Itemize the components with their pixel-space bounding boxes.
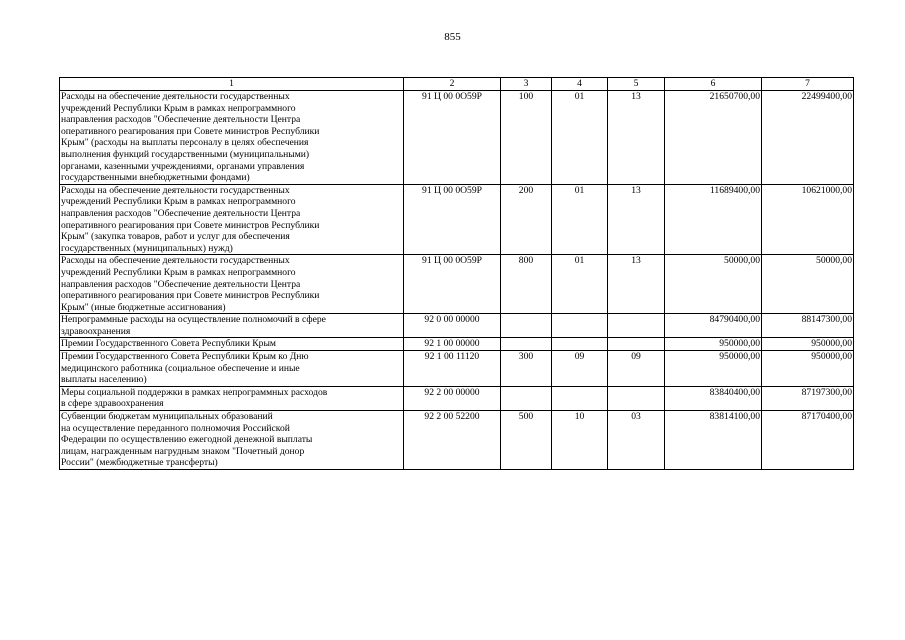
target-code-cell: 92 2 00 00000 [404, 386, 501, 410]
expense-name-line: Расходы на обеспечение деятельности государственных [61, 255, 290, 267]
section-cell [552, 314, 608, 338]
expense-name-line: Федерации по осуществлению ежегодной денежной выплаты [61, 434, 313, 446]
column-header-6: 6 [665, 78, 762, 91]
expense-name-line: медицинского работника (социальное обеспечение и иные [61, 362, 300, 374]
table-row [60, 386, 854, 410]
subsection-cell: 13 [608, 255, 665, 314]
expense-name-line: направления расходов "Обеспечение деятельности Центра [61, 207, 301, 219]
column-header-2: 2 [404, 78, 501, 91]
amount-col7-cell: 950000,00 [762, 338, 854, 351]
amount-col6-cell: 84790400,00 [665, 314, 762, 338]
column-header-4: 4 [552, 78, 608, 91]
expense-name-line: государственных (муниципальных) нужд) [61, 242, 233, 254]
expense-name-line: учреждений Республики Крым в рамках непрограммного [61, 266, 296, 278]
table-row [60, 184, 854, 255]
amount-col6-cell: 950000,00 [665, 351, 762, 387]
expense-name-line: Премии Государственного Совета Республики Крым [61, 338, 276, 350]
expense-name-line: Расходы на обеспечение деятельности государственных [61, 184, 290, 196]
expense-name-cell [60, 255, 404, 314]
target-code-cell: 91 Ц 00 0О59Р [404, 184, 501, 255]
subsection-cell [608, 386, 665, 410]
expense-name-cell [60, 314, 404, 338]
expense-name-line: учреждений Республики Крым в рамках непрограммного [61, 102, 296, 114]
section-cell: 10 [552, 411, 608, 470]
subsection-cell: 03 [608, 411, 665, 470]
expense-type-cell: 500 [501, 411, 552, 470]
expense-name-line: в сфере здравоохранения [61, 398, 164, 410]
table-row [60, 255, 854, 314]
expense-type-cell [501, 338, 552, 351]
expense-name-line: оперативного реагирования при Совете министров Республики [61, 290, 320, 302]
expense-name-line: Крым" (расходы на выплаты персоналу в целях обеспечения [61, 137, 309, 149]
target-code-cell: 91 Ц 00 0О59Р [404, 255, 501, 314]
expense-type-cell [501, 314, 552, 338]
expense-name-line: оперативного реагирования при Совете министров Республики [61, 125, 320, 137]
expense-name-line: выполнения функций государственными (муниципальными) [61, 148, 310, 160]
expense-type-cell [501, 386, 552, 410]
column-header-5: 5 [608, 78, 665, 91]
section-cell: 01 [552, 184, 608, 255]
section-cell [552, 386, 608, 410]
amount-col7-cell: 88147300,00 [762, 314, 854, 338]
expense-name-cell [60, 411, 404, 470]
column-header-1: 1 [60, 78, 404, 91]
expense-name-cell [60, 184, 404, 255]
amount-col6-cell: 83814100,00 [665, 411, 762, 470]
expense-name-cell [60, 91, 404, 185]
expense-name-line: Премии Государственного Совета Республики Крым ко Дню [61, 351, 309, 363]
amount-col7-cell: 87197300,00 [762, 386, 854, 410]
amount-col6-cell: 11689400,00 [665, 184, 762, 255]
expense-name-cell [60, 338, 404, 351]
target-code-cell: 91 Ц 00 0О59Р [404, 91, 501, 185]
expense-name-line: Непрограммные расходы на осуществление полномочий в сфере [61, 314, 326, 326]
expense-type-cell: 200 [501, 184, 552, 255]
target-code-cell: 92 2 00 52200 [404, 411, 501, 470]
expense-name-line: Крым" (закупка товаров, работ и услуг для обеспечения [61, 231, 290, 243]
expense-type-cell: 800 [501, 255, 552, 314]
expense-name-line: Крым" (иные бюджетные ассигнования) [61, 301, 226, 313]
section-cell: 01 [552, 255, 608, 314]
expense-name-line: лицам, награжденным нагрудным знаком "Почетный донор [61, 445, 305, 457]
table-row [60, 338, 854, 351]
subsection-cell [608, 338, 665, 351]
expense-name-line: выплаты населению) [61, 374, 147, 386]
column-header-3: 3 [501, 78, 552, 91]
subsection-cell: 13 [608, 184, 665, 255]
expense-name-line: учреждений Республики Крым в рамках непрограммного [61, 196, 296, 208]
budget-table [59, 77, 854, 470]
table-row [60, 314, 854, 338]
target-code-cell: 92 0 00 00000 [404, 314, 501, 338]
amount-col6-cell: 21650700,00 [665, 91, 762, 185]
expense-name-line: оперативного реагирования при Совете министров Республики [61, 219, 320, 231]
expense-name-line: Субвенции бюджетам муниципальных образований [61, 411, 273, 423]
expense-name-line: Расходы на обеспечение деятельности государственных [61, 91, 290, 102]
target-code-cell: 92 1 00 00000 [404, 338, 501, 351]
expense-name-line: направления расходов "Обеспечение деятельности Центра [61, 278, 301, 290]
amount-col6-cell: 50000,00 [665, 255, 762, 314]
header-row [60, 78, 854, 91]
amount-col7-cell: 87170400,00 [762, 411, 854, 470]
table-row [60, 91, 854, 185]
expense-name-line: государственными внебюджетными фондами) [61, 172, 250, 184]
subsection-cell [608, 314, 665, 338]
expense-name-cell [60, 386, 404, 410]
expense-name-line: Меры социальной поддержки в рамках непрограммных расходов [61, 386, 328, 398]
expense-name-cell [60, 351, 404, 387]
section-cell [552, 338, 608, 351]
table-row [60, 351, 854, 387]
expense-name-line: здравоохранения [61, 325, 131, 337]
expense-name-line: России" (межбюджетные трансферты) [61, 457, 218, 469]
subsection-cell: 13 [608, 91, 665, 185]
amount-col7-cell: 950000,00 [762, 351, 854, 387]
expense-name-line: органами, казенными учреждениями, органами управления [61, 160, 305, 172]
expense-name-line: направления расходов "Обеспечение деятельности Центра [61, 114, 301, 126]
amount-col6-cell: 950000,00 [665, 338, 762, 351]
section-cell: 09 [552, 351, 608, 387]
amount-col6-cell: 83840400,00 [665, 386, 762, 410]
amount-col7-cell: 10621000,00 [762, 184, 854, 255]
table-row [60, 411, 854, 470]
subsection-cell: 09 [608, 351, 665, 387]
target-code-cell: 92 1 00 11120 [404, 351, 501, 387]
page-number: 855 [444, 31, 461, 43]
expense-type-cell: 100 [501, 91, 552, 185]
amount-col7-cell: 50000,00 [762, 255, 854, 314]
amount-col7-cell: 22499400,00 [762, 91, 854, 185]
section-cell: 01 [552, 91, 608, 185]
expense-name-line: на осуществление переданного полномочия Российской [61, 422, 290, 434]
column-header-7: 7 [762, 78, 854, 91]
expense-type-cell: 300 [501, 351, 552, 387]
